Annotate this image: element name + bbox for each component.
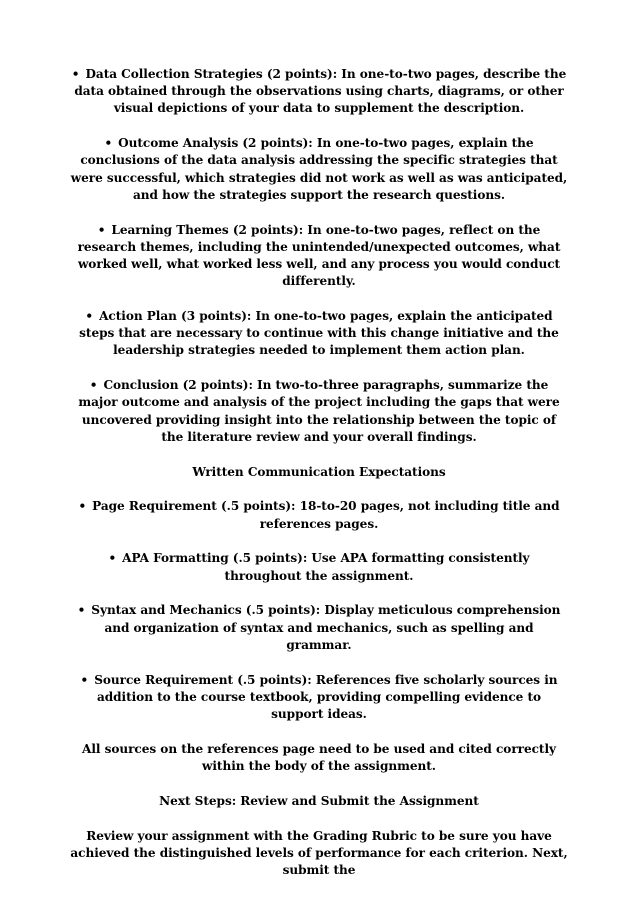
bullet-icon: • <box>78 499 87 514</box>
list-item-page-requirement <box>70 498 568 532</box>
bullet-icon: • <box>104 136 113 151</box>
bullet-icon: • <box>85 309 94 324</box>
next-steps-heading: Next Steps: Review and Submit the Assignment <box>159 793 479 808</box>
item-text: Page Requirement (.5 points): 18-to-20 pages, not including title and references pages. <box>92 499 560 531</box>
sources-note: All sources on the references page need to be used and cited correctly within the body of the assignment. <box>82 741 556 774</box>
list-item-apa-formatting <box>70 550 568 584</box>
list-item-syntax-mechanics <box>70 602 568 654</box>
item-text: Syntax and Mechanics (.5 points): Display meticulous comprehension and organization of syntax and mechanics, such as spelling and grammar. <box>91 603 561 652</box>
bullet-icon: • <box>77 603 86 618</box>
bullet-icon: • <box>89 378 98 393</box>
item-text: Data Collection Strategies (2 points): In one-to-two pages, describe the data obtained through the observations using charts, diagrams, or other visual depictions of your data to supplement the description. <box>74 67 567 116</box>
written-communication-heading: Written Communication Expectations <box>192 464 446 479</box>
list-item-outcome-analysis <box>70 135 568 204</box>
list-item-data-collection <box>70 66 568 118</box>
bullet-icon: • <box>97 222 106 237</box>
item-text: APA Formatting (.5 points): Use APA formatting consistently throughout the assignment. <box>122 551 530 583</box>
bullet-icon: • <box>71 67 80 81</box>
bullet-icon: • <box>108 551 117 566</box>
document-page <box>70 66 568 897</box>
list-item-conclusion <box>70 377 568 446</box>
item-text: Source Requirement (.5 points): References five scholarly sources in addition to the course textbook, providing compelling evidence to support ideas. <box>94 672 558 722</box>
bullet-icon: • <box>80 672 89 687</box>
item-text: Conclusion (2 points): In two-to-three paragraphs, summarize the major outcome and analysis of the project including the gaps that were uncovered providing insight into the relationship between the topic of the literature review and your overall findings. <box>78 378 560 444</box>
list-item-action-plan <box>70 308 568 360</box>
item-text: Outcome Analysis (2 points): In one-to-two pages, explain the conclusions of the data analysis addressing the specific strategies that were successful, which strategies did not work as well as was anticipated, and how the strategies support the research questions. <box>70 136 568 202</box>
review-paragraph: Review your assignment with the Grading Rubric to be sure you have achieved the distinguished levels of performance for each criterion. Next, submit the <box>70 828 568 878</box>
item-text: Learning Themes (2 points): In one-to-two pages, reflect on the research themes, including the unintended/unexpected outcomes, what worked well, what worked less well, and any process you would conduct differently. <box>77 222 561 289</box>
item-text: Action Plan (3 points): In one-to-two pages, explain the anticipated steps that are necessary to continue with this change initiative and the leadership strategies needed to implement them action plan. <box>79 309 559 358</box>
list-item-source-requirement <box>70 672 568 724</box>
list-item-learning-themes <box>70 222 568 291</box>
